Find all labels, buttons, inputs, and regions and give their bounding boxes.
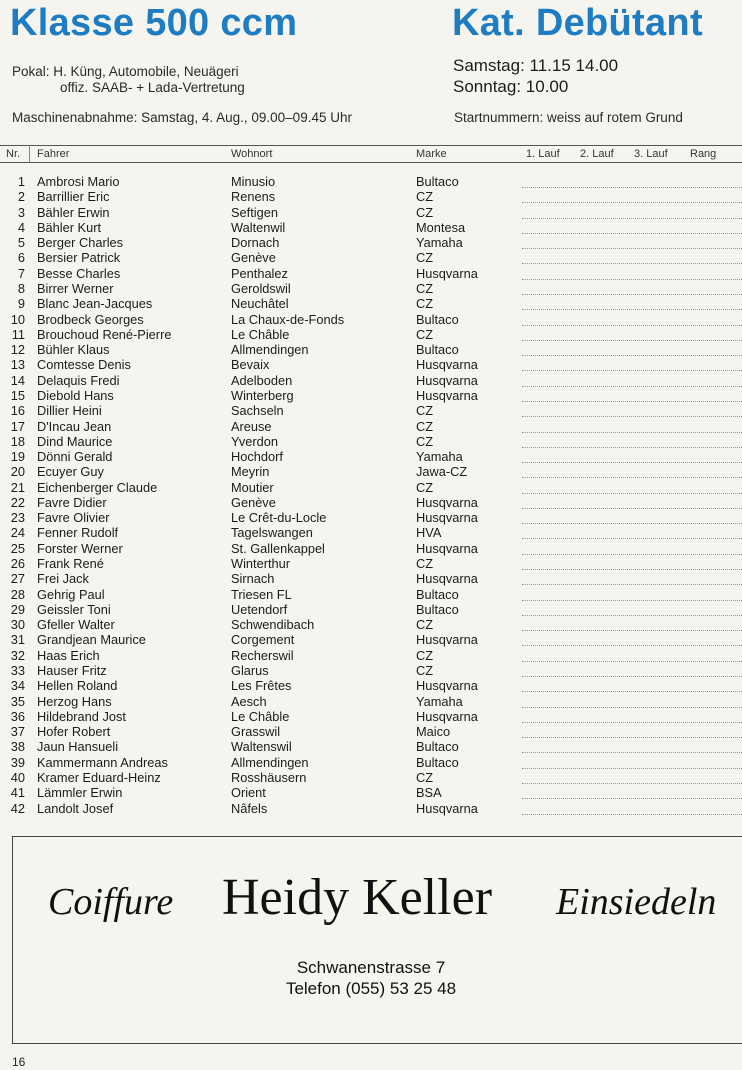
rider-town: Recherswil (231, 647, 294, 663)
result-dotted-line (522, 707, 742, 708)
rider-name: Jaun Hansueli (37, 739, 119, 755)
rider-town: Uetendorf (231, 601, 288, 617)
rider-town: Orient (231, 785, 266, 801)
col-nr: Nr. (6, 148, 21, 160)
rider-brand: CZ (416, 403, 434, 419)
rider-name: Brodbeck Georges (37, 311, 144, 327)
rider-number: 16 (10, 403, 25, 419)
rider-brand: Husqvarna (416, 632, 478, 648)
rider-town: Sachseln (231, 403, 284, 419)
table-row (0, 373, 742, 388)
rider-name: Forster Werner (37, 540, 123, 556)
rider-town: Allmendingen (231, 342, 309, 358)
rider-name: Bähler Kurt (37, 219, 102, 235)
rider-brand: CZ (416, 280, 434, 296)
rider-number: 42 (10, 800, 25, 816)
rider-town: Tagelswangen (231, 525, 313, 541)
rider-number: 26 (10, 556, 25, 572)
rider-brand: Husqvarna (416, 708, 478, 724)
rider-town: Sirnach (231, 571, 275, 587)
table-row (0, 205, 742, 220)
table-row (0, 480, 742, 495)
rider-name: Brouchoud René-Pierre (37, 326, 172, 342)
rider-name: Ambrosi Mario (37, 174, 120, 189)
rider-number: 12 (10, 342, 25, 358)
rider-name: Delaquis Fredi (37, 372, 120, 388)
result-dotted-line (522, 432, 742, 433)
rider-number: 19 (10, 449, 25, 465)
table-row (0, 220, 742, 235)
table-row (0, 419, 742, 434)
table-row (0, 495, 742, 510)
result-dotted-line (522, 722, 742, 723)
rider-number: 23 (10, 510, 25, 526)
rider-brand: Husqvarna (416, 800, 478, 816)
rider-name: Grandjean Maurice (37, 632, 146, 648)
table-row (0, 632, 742, 647)
page-number: 16 (12, 1055, 26, 1069)
rider-number: 8 (17, 280, 25, 296)
result-dotted-line (522, 263, 742, 264)
class-title: Klasse 500 ccm (10, 2, 298, 44)
table-row (0, 281, 742, 296)
rider-town: Allmendingen (231, 754, 309, 770)
rider-town: Waltenwil (231, 219, 286, 235)
rider-brand: CZ (416, 663, 434, 678)
rider-number: 30 (10, 617, 25, 633)
rider-town: Minusio (231, 174, 276, 189)
machine-inspection: Maschinenabnahme: Samstag, 4. Aug., 09.00–09.45 Uhr (12, 110, 352, 125)
result-dotted-line (522, 248, 742, 249)
rider-name: Ecuyer Guy (37, 464, 104, 480)
rider-town: Genève (231, 250, 276, 266)
rider-name: Berger Charles (37, 235, 124, 251)
result-dotted-line (522, 569, 742, 570)
result-dotted-line (522, 294, 742, 295)
schedule-saturday: Samstag: 11.15 14.00 (453, 56, 619, 75)
rider-brand: CZ (416, 326, 434, 342)
rider-number: 27 (10, 571, 25, 587)
rider-brand: Yamaha (416, 693, 463, 709)
rider-name: Eichenberger Claude (37, 479, 158, 495)
result-dotted-line (522, 798, 742, 799)
rider-brand: CZ (416, 296, 434, 312)
rider-number: 35 (10, 693, 25, 709)
table-row (0, 770, 742, 785)
rider-name: Kammermann Andreas (37, 754, 168, 770)
rider-name: Dönni Gerald (37, 449, 113, 465)
result-dotted-line (522, 661, 742, 662)
rider-number: 24 (10, 525, 25, 541)
rider-list (0, 174, 742, 816)
rider-number: 22 (10, 494, 25, 510)
rider-name: Dind Maurice (37, 433, 113, 449)
rider-town: Schwendibach (231, 617, 315, 633)
table-row (0, 556, 742, 571)
rider-town: Aesch (231, 693, 267, 709)
rider-town: Adelboden (231, 372, 293, 388)
rider-brand: Yamaha (416, 235, 463, 251)
rider-town: Winterberg (231, 387, 294, 403)
table-row (0, 663, 742, 678)
table-row (0, 312, 742, 327)
table-row (0, 525, 742, 540)
result-dotted-line (522, 493, 742, 494)
rider-town: Yverdon (231, 433, 278, 449)
rider-name: Herzog Hans (37, 693, 112, 709)
rider-brand: Bultaco (416, 311, 459, 327)
col-run1: 1. Lauf (526, 148, 560, 160)
result-dotted-line (522, 340, 742, 341)
rider-name: Fenner Rudolf (37, 525, 119, 541)
rider-name: Birrer Werner (37, 280, 114, 296)
rider-brand: Husqvarna (416, 372, 478, 388)
rider-name: Lämmler Erwin (37, 785, 123, 801)
rider-brand: Husqvarna (416, 387, 478, 403)
rider-town: Glarus (231, 663, 269, 678)
rider-number: 32 (10, 647, 25, 663)
rider-brand: Husqvarna (416, 510, 478, 526)
rider-brand: Bultaco (416, 342, 459, 358)
result-dotted-line (522, 187, 742, 188)
rider-name: Landolt Josef (37, 800, 114, 816)
rider-name: Kramer Eduard-Heinz (37, 769, 161, 785)
result-dotted-line (522, 462, 742, 463)
trophy-sponsor: Pokal: H. Küng, Automobile, Neuägeri (12, 64, 239, 79)
table-row (0, 449, 742, 464)
result-dotted-line (522, 386, 742, 387)
rider-brand: CZ (416, 189, 434, 205)
result-dotted-line (522, 477, 742, 478)
rider-brand: Husqvarna (416, 678, 478, 694)
category-title: Kat. Debütant (452, 2, 703, 44)
schedule-sunday: Sonntag: 10.00 (453, 77, 569, 96)
table-row (0, 571, 742, 586)
rider-town: Nâfels (231, 800, 268, 816)
rider-name: Barrillier Eric (37, 189, 110, 205)
rider-name: Hofer Robert (37, 724, 111, 740)
result-dotted-line (522, 218, 742, 219)
rider-brand: CZ (416, 433, 434, 449)
result-dotted-line (522, 814, 742, 815)
rider-number: 14 (10, 372, 25, 388)
table-row (0, 541, 742, 556)
rider-town: Rosshäusern (231, 769, 307, 785)
result-dotted-line (522, 523, 742, 524)
rider-number: 9 (17, 296, 25, 312)
rider-brand: Husqvarna (416, 571, 478, 587)
table-row (0, 694, 742, 709)
rider-town: Le Crêt-du-Locle (231, 510, 327, 526)
rider-brand: CZ (416, 479, 434, 495)
rider-name: Hauser Fritz (37, 663, 107, 678)
rider-number: 39 (10, 754, 25, 770)
result-dotted-line (522, 233, 742, 234)
rider-town: Le Châble (231, 708, 290, 724)
rider-number: 41 (10, 785, 25, 801)
rider-brand: Husqvarna (416, 540, 478, 556)
col-separator (29, 145, 30, 162)
table-row (0, 296, 742, 311)
rider-name: Bähler Erwin (37, 204, 110, 220)
result-dotted-line (522, 325, 742, 326)
rider-brand: CZ (416, 250, 434, 266)
result-dotted-line (522, 676, 742, 677)
table-row (0, 357, 742, 372)
ad-phone: Telefon (055) 53 25 48 (285, 979, 457, 998)
table-row (0, 678, 742, 693)
rider-town: Renens (231, 189, 276, 205)
rider-town: Bevaix (231, 357, 270, 373)
rider-number: 6 (17, 250, 25, 266)
result-dotted-line (522, 691, 742, 692)
table-row (0, 434, 742, 449)
rider-name: D'Incau Jean (37, 418, 112, 434)
ad-salon-name: Heidy Keller (222, 869, 493, 926)
rider-town: Triesen FL (231, 586, 292, 602)
result-dotted-line (522, 447, 742, 448)
rider-town: Penthalez (231, 265, 288, 281)
col-driver: Fahrer (37, 148, 70, 160)
table-row (0, 327, 742, 342)
table-row (0, 388, 742, 403)
table-row (0, 403, 742, 418)
rider-number: 5 (17, 235, 25, 251)
rider-town: Geroldswil (231, 280, 291, 296)
result-dotted-line (522, 309, 742, 310)
rider-brand: CZ (416, 617, 434, 633)
rider-brand: CZ (416, 647, 434, 663)
rider-name: Haas Erich (37, 647, 100, 663)
rider-number: 31 (10, 632, 25, 648)
rider-town: Meyrin (231, 464, 270, 480)
rider-number: 37 (10, 724, 25, 740)
rider-brand: Bultaco (416, 739, 459, 755)
ad-coiffure: Coiffure (48, 881, 174, 923)
rider-number: 3 (17, 204, 25, 220)
rider-name: Blanc Jean-Jacques (37, 296, 153, 312)
rider-name: Geissler Toni (37, 601, 111, 617)
rider-brand: Montesa (416, 219, 466, 235)
rider-brand: Bultaco (416, 754, 459, 770)
rider-brand: CZ (416, 769, 434, 785)
rider-name: Diebold Hans (37, 387, 114, 403)
rider-town: Corgement (231, 632, 295, 648)
rider-brand: CZ (416, 204, 434, 220)
col-run3: 3. Lauf (634, 148, 668, 160)
result-dotted-line (522, 630, 742, 631)
rider-town: Les Frêtes (231, 678, 292, 694)
rider-town: Dornach (231, 235, 280, 251)
rider-number: 17 (10, 418, 25, 434)
rider-name: Hellen Roland (37, 678, 118, 694)
col-rank: Rang (690, 148, 717, 160)
result-dotted-line (522, 370, 742, 371)
rider-town: Neuchâtel (231, 296, 289, 312)
rider-number: 15 (10, 387, 25, 403)
rider-number: 7 (17, 265, 25, 281)
rider-town: Le Châble (231, 326, 290, 342)
rider-name: Gehrig Paul (37, 586, 105, 602)
trophy-sponsor-detail: offiz. SAAB- + Lada-Vertretung (60, 80, 245, 95)
result-dotted-line (522, 508, 742, 509)
table-row (0, 510, 742, 525)
rider-town: Areuse (231, 418, 272, 434)
rider-number: 1 (17, 174, 25, 189)
rider-number: 10 (10, 311, 25, 327)
table-row (0, 250, 742, 265)
rider-name: Besse Charles (37, 265, 121, 281)
rider-town: Waltenswil (231, 739, 292, 755)
table-row (0, 724, 742, 739)
rider-brand: Husqvarna (416, 494, 478, 510)
rider-name: Dillier Heini (37, 403, 102, 419)
result-dotted-line (522, 752, 742, 753)
rider-brand: CZ (416, 556, 434, 572)
rider-number: 29 (10, 601, 25, 617)
rider-number: 38 (10, 739, 25, 755)
rider-name: Frei Jack (37, 571, 89, 587)
result-dotted-line (522, 615, 742, 616)
table-row (0, 235, 742, 250)
rider-brand: Husqvarna (416, 357, 478, 373)
rider-town: Genève (231, 494, 276, 510)
rider-brand: Jawa-CZ (416, 464, 468, 480)
ad-town: Einsiedeln (556, 881, 717, 923)
rider-brand: CZ (416, 418, 434, 434)
rider-brand: Bultaco (416, 174, 459, 189)
rider-brand: HVA (416, 525, 442, 541)
result-dotted-line (522, 355, 742, 356)
rider-number: 21 (10, 479, 25, 495)
rider-town: St. Gallenkappel (231, 540, 325, 556)
rider-number: 20 (10, 464, 25, 480)
rider-town: Winterthur (231, 556, 291, 572)
rider-brand: Yamaha (416, 449, 463, 465)
table-row (0, 709, 742, 724)
table-row (0, 464, 742, 479)
table-row (0, 648, 742, 663)
result-dotted-line (522, 783, 742, 784)
rider-town: Hochdorf (231, 449, 283, 465)
rider-town: Moutier (231, 479, 274, 495)
result-dotted-line (522, 401, 742, 402)
table-row (0, 587, 742, 602)
rider-number: 2 (17, 189, 25, 205)
rider-number: 33 (10, 663, 25, 678)
rider-number: 11 (11, 326, 25, 342)
rider-brand: Bultaco (416, 601, 459, 617)
result-dotted-line (522, 279, 742, 280)
table-row (0, 801, 742, 816)
table-row (0, 617, 742, 632)
ad-street: Schwanenstrasse 7 (296, 958, 446, 977)
result-dotted-line (522, 416, 742, 417)
rider-brand: Maico (416, 724, 451, 740)
rider-number: 4 (17, 219, 25, 235)
start-numbers-note: Startnummern: weiss auf rotem Grund (454, 110, 683, 125)
result-dotted-line (522, 584, 742, 585)
table-row (0, 739, 742, 754)
result-dotted-line (522, 645, 742, 646)
col-brand: Marke (416, 148, 447, 160)
table-row (0, 266, 742, 281)
rider-name: Comtesse Denis (37, 357, 131, 373)
rider-name: Bühler Klaus (37, 342, 110, 358)
table-row (0, 755, 742, 770)
rider-number: 36 (10, 708, 25, 724)
col-town: Wohnort (231, 148, 273, 160)
table-row (0, 342, 742, 357)
rider-name: Favre Olivier (37, 510, 110, 526)
table-row (0, 174, 742, 189)
result-dotted-line (522, 737, 742, 738)
result-dotted-line (522, 768, 742, 769)
table-row (0, 189, 742, 204)
rider-number: 40 (10, 769, 25, 785)
result-dotted-line (522, 202, 742, 203)
rider-number: 18 (10, 433, 25, 449)
table-header-rule (0, 162, 742, 163)
table-row (0, 785, 742, 800)
result-dotted-line (522, 554, 742, 555)
result-dotted-line (522, 600, 742, 601)
rider-brand: BSA (416, 785, 442, 801)
rider-town: Seftigen (231, 204, 278, 220)
rider-number: 34 (10, 678, 25, 694)
rider-number: 28 (10, 586, 25, 602)
result-dotted-line (522, 538, 742, 539)
rider-name: Hildebrand Jost (37, 708, 126, 724)
rider-number: 25 (10, 540, 25, 556)
table-top-rule (0, 145, 742, 146)
rider-town: La Chaux-de-Fonds (231, 311, 345, 327)
rider-name: Gfeller Walter (37, 617, 115, 633)
col-run2: 2. Lauf (580, 148, 614, 160)
rider-number: 13 (10, 357, 25, 373)
rider-name: Bersier Patrick (37, 250, 121, 266)
rider-brand: Husqvarna (416, 265, 478, 281)
rider-name: Favre Didier (37, 494, 107, 510)
rider-brand: Bultaco (416, 586, 459, 602)
table-row (0, 602, 742, 617)
rider-name: Frank René (37, 556, 104, 572)
rider-town: Grasswil (231, 724, 281, 740)
